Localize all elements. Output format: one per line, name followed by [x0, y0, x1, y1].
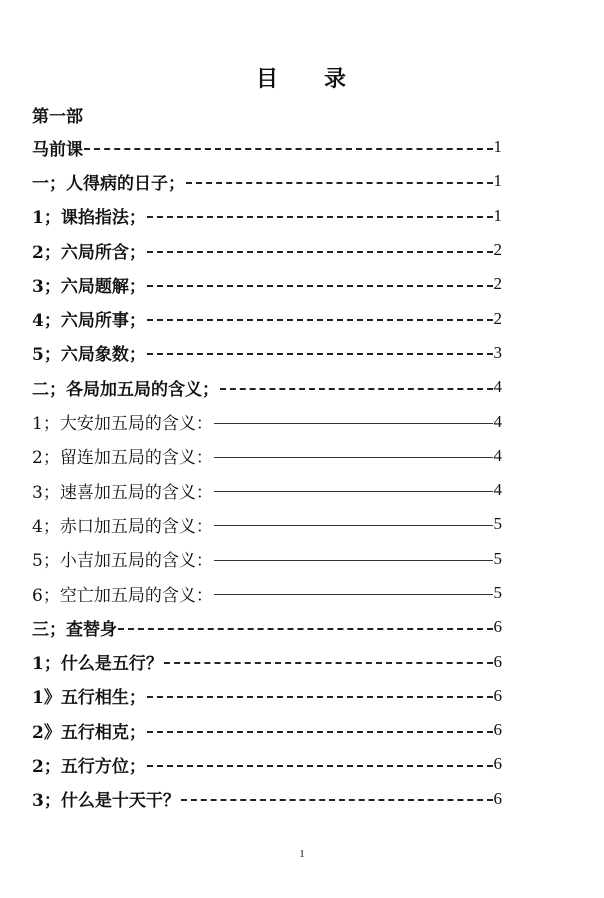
toc-entry [32, 233, 502, 267]
toc-entry [32, 713, 502, 747]
dot-leader [214, 457, 493, 458]
toc-entry [32, 747, 502, 781]
toc-entry-label: 3；速喜加五局的含义： [32, 482, 213, 503]
toc-entry [32, 439, 502, 473]
toc-entry [32, 644, 502, 678]
page-title [0, 62, 604, 93]
dot-leader [186, 182, 493, 184]
toc-entry-label: 1；大安加五局的含义： [32, 414, 213, 435]
toc-entry [32, 164, 502, 198]
toc-entry [32, 199, 502, 233]
toc-entry-page-number: 5 [493, 514, 502, 534]
toc-entry [32, 542, 502, 576]
dot-leader [147, 765, 493, 767]
toc-entry-label: 2》五行相克； [32, 722, 146, 743]
dot-leader [164, 662, 493, 664]
toc-entry [32, 404, 502, 438]
dot-leader [214, 525, 493, 526]
dot-leader [214, 491, 493, 492]
toc-entry-page-number: 2 [493, 308, 502, 328]
toc-entry-label: 二；各局加五局的含义； [32, 379, 219, 400]
toc-entry-page-number: 1 [493, 205, 502, 225]
dot-leader [147, 353, 493, 355]
dot-leader [181, 799, 493, 801]
dot-leader [220, 388, 493, 390]
toc-entry-label: 马前课 [32, 139, 83, 160]
title-char-right: 录 [324, 66, 349, 92]
toc-entry-page-number: 4 [493, 377, 502, 397]
toc-entry [32, 473, 502, 507]
toc-entry-page-number: 6 [493, 685, 502, 705]
toc-entry-label: 1》五行相生； [32, 688, 146, 709]
toc-entry [32, 370, 502, 404]
dot-leader [147, 319, 493, 321]
dot-leader [147, 251, 493, 253]
toc-entry-label: 3；六局题解； [32, 276, 146, 297]
toc-entry [32, 336, 502, 370]
toc-entry-page-number: 4 [493, 445, 502, 465]
dot-leader [214, 594, 493, 595]
title-char-left: 目 [255, 66, 280, 92]
toc-entry-page-number: 2 [493, 240, 502, 260]
part-heading: 第一部 [32, 107, 83, 127]
toc-entry-page-number: 6 [493, 651, 502, 671]
toc-entry-label: 6；空亡加五局的含义： [32, 585, 213, 606]
toc-entry-label: 2；五行方位； [32, 756, 146, 777]
dot-leader [147, 216, 493, 218]
toc-entry-label: 2；留连加五局的含义： [32, 448, 213, 469]
dot-leader [147, 696, 493, 698]
toc-entry [32, 576, 502, 610]
toc-entry-label: 1；课掐指法； [32, 208, 146, 229]
toc-entry-page-number: 4 [493, 480, 502, 500]
table-of-contents [32, 130, 502, 816]
toc-entry-page-number: 6 [493, 754, 502, 774]
toc-entry-label: 5；小吉加五局的含义： [32, 551, 213, 572]
toc-entry-label: 5；六局象数； [32, 345, 146, 366]
toc-entry-label: 三；查替身 [32, 619, 117, 640]
toc-entry [32, 301, 502, 335]
toc-entry [32, 507, 502, 541]
toc-entry [32, 610, 502, 644]
toc-entry [32, 130, 502, 164]
toc-entry-page-number: 5 [493, 583, 502, 602]
dot-leader [84, 148, 493, 150]
toc-entry [32, 267, 502, 301]
page-number: 1 [299, 848, 305, 860]
dot-leader [214, 423, 493, 424]
toc-entry [32, 679, 502, 713]
toc-entry-label: 3；什么是十天干？ [32, 791, 180, 812]
toc-entry-page-number: 5 [493, 548, 502, 568]
toc-entry-page-number: 1 [493, 171, 502, 191]
toc-entry-page-number: 3 [493, 342, 502, 362]
toc-entry-page-number: 6 [493, 788, 502, 808]
toc-entry-label: 1；什么是五行？ [32, 654, 163, 675]
toc-entry-label: 一；人得病的日子； [32, 173, 185, 194]
toc-entry-label: 2；六局所含； [32, 242, 146, 263]
toc-entry [32, 782, 502, 816]
toc-entry-page-number: 6 [493, 720, 502, 740]
dot-leader [214, 560, 493, 561]
toc-entry-label: 4；赤口加五局的含义： [32, 516, 213, 537]
toc-entry-page-number: 6 [493, 617, 502, 637]
toc-entry-page-number: 1 [493, 137, 502, 157]
toc-entry-page-number: 4 [493, 411, 502, 431]
dot-leader [147, 731, 493, 733]
dot-leader [118, 628, 493, 630]
toc-entry-label: 4；六局所事； [32, 311, 146, 332]
toc-entry-page-number: 2 [493, 274, 502, 294]
dot-leader [147, 285, 493, 287]
